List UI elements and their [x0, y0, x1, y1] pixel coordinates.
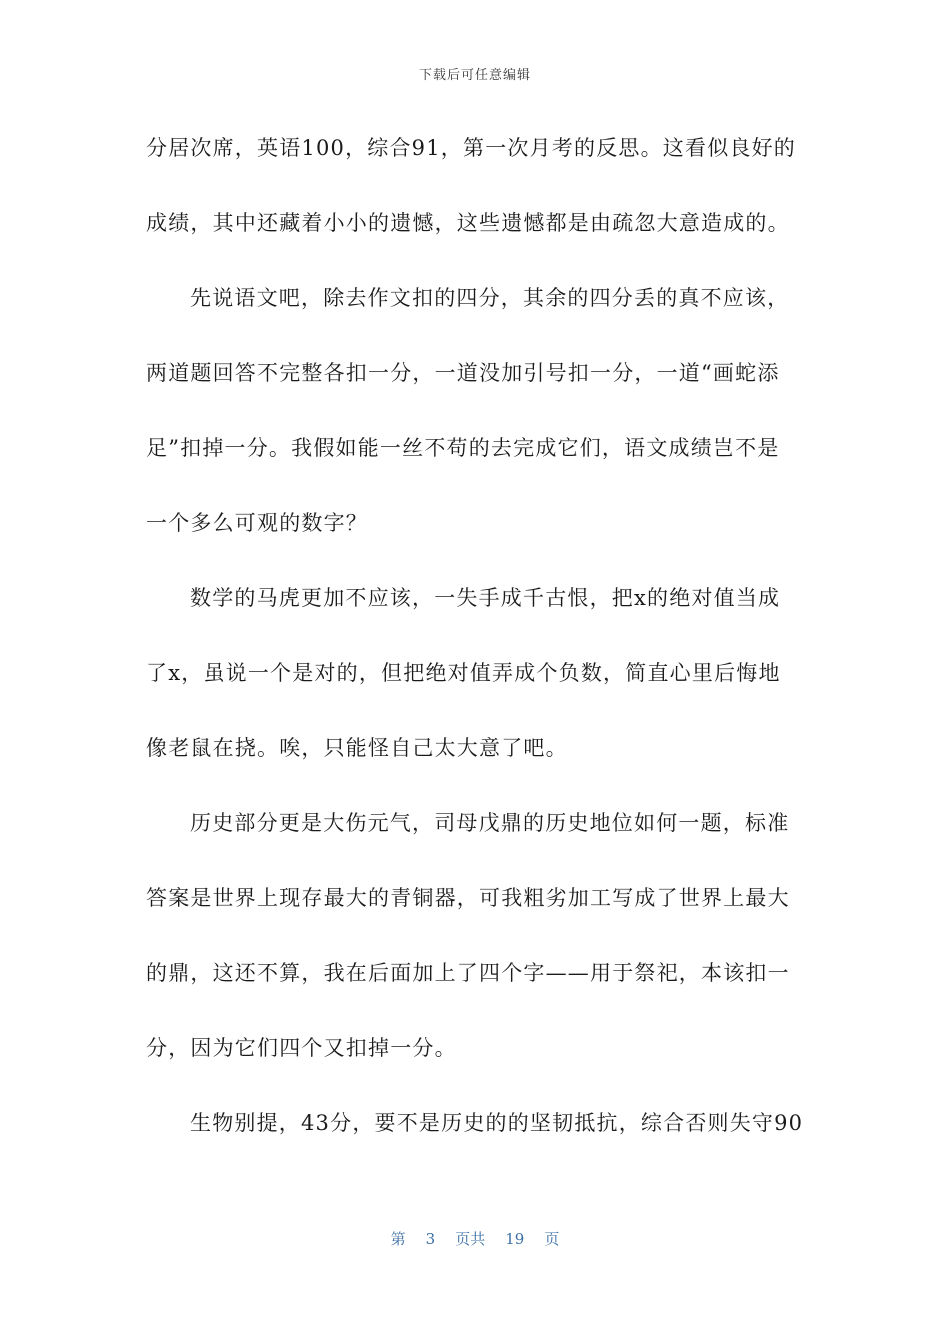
total-pages-number: 19 — [505, 1230, 525, 1248]
page-header: 下载后可任意编辑 — [418, 68, 531, 83]
text-line: 的鼎，这还不算，我在后面加上了四个字——用于祭祀，本该扣一 — [146, 961, 790, 985]
text-line: 分居次席，英语100，综合91，第一次月考的反思。这看似良好的 — [146, 136, 797, 160]
text-line: 两道题回答不完整各扣一分，一道没加引号扣一分，一道“画蛇添 — [146, 361, 780, 385]
text-line: 成绩，其中还藏着小小的遗憾，这些遗憾都是由疏忽大意造成的。 — [146, 211, 790, 235]
text-line: 历史部分更是大伤元气，司母戊鼎的历史地位如何一题，标准 — [190, 811, 790, 835]
text-line: 生物别提，43分，要不是历史的的坚韧抵抗，综合否则失守90 — [190, 1111, 804, 1135]
text-line: 答案是世界上现存最大的青铜器，可我粗劣加工写成了世界上最大 — [146, 886, 790, 910]
document-body — [146, 128, 806, 1178]
current-page-number: 3 — [425, 1230, 436, 1248]
footer-prefix: 第 — [390, 1230, 406, 1248]
page-footer — [0, 1228, 950, 1249]
text-line: 足”扣掉一分。我假如能一丝不苟的去完成它们，语文成绩岂不是 — [146, 436, 780, 460]
text-line: 一个多么可观的数字？ — [146, 511, 368, 535]
text-line: 分，因为它们四个又扣掉一分。 — [146, 1036, 457, 1060]
text-line: 像老鼠在挠。唉，只能怪自己太大意了吧。 — [146, 736, 568, 760]
footer-suffix: 页 — [544, 1230, 560, 1248]
text-line: 数学的马虎更加不应该，一失手成千古恨，把x的绝对值当成 — [190, 586, 781, 610]
footer-middle: 页共 — [455, 1230, 486, 1248]
text-line: 了x，虽说一个是对的，但把绝对值弄成个负数，简直心里后悔地 — [146, 661, 781, 685]
text-line: 先说语文吧，除去作文扣的四分，其余的四分丢的真不应该， — [190, 286, 790, 310]
